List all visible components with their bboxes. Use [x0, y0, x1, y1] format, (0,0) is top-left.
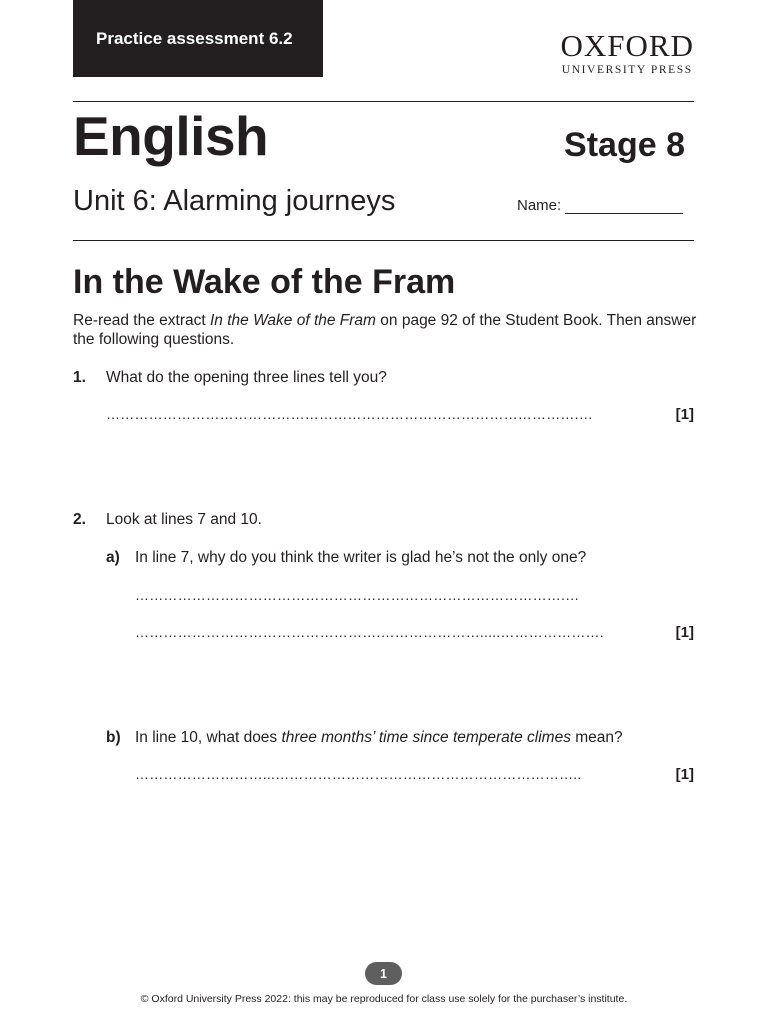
- instructions: [73, 311, 703, 349]
- question-1-mark: [1]: [675, 406, 694, 423]
- subject-title: English: [73, 105, 269, 167]
- question-2a-label: a): [106, 549, 120, 566]
- section-heading: In the Wake of the Fram: [73, 263, 456, 301]
- name-field[interactable]: [517, 197, 683, 214]
- unit-title: Unit 6: Alarming journeys: [73, 185, 396, 217]
- logo-subtitle: UNIVERSITY PRESS: [561, 64, 693, 76]
- question-2b-mark: [1]: [675, 766, 694, 783]
- question-2b-text-start: In line 10, what does: [135, 729, 282, 746]
- question-2b-text: [135, 729, 623, 747]
- question-1-number: 1.: [73, 369, 86, 386]
- question-2-number: 2.: [73, 511, 86, 528]
- assessment-badge-label: Practice assessment 6.2: [96, 29, 293, 48]
- top-divider: [73, 101, 694, 102]
- question-2a-answer-line-1[interactable]: ……………………………………………………………………………….…: [135, 587, 580, 603]
- instructions-text-start: Re-read the extract: [73, 312, 210, 329]
- instructions-text-end: on page 92 of the Student Book. Then answer the following questions.: [73, 312, 697, 348]
- oxford-logo: [561, 30, 694, 76]
- question-2b-text-end: mean?: [570, 729, 623, 746]
- name-blank-line[interactable]: [565, 199, 683, 214]
- copyright-notice: © Oxford University Press 2022: this may be reproduced for class use solely for the purchaser’s institute.: [140, 993, 628, 1005]
- stage-label: Stage 8: [564, 126, 685, 164]
- page-number: 1: [380, 966, 387, 981]
- extract-title: In the Wake of the Fram: [209, 312, 376, 329]
- page-number-badge: [365, 962, 402, 985]
- question-2b-answer-line[interactable]: ………………………...………………………………………………………..: [135, 766, 582, 782]
- question-1-text: What do the opening three lines tell you?: [106, 369, 387, 386]
- question-2a-text: In line 7, why do you think the writer is glad he’s not the only one?: [135, 549, 587, 566]
- question-2-text: Look at lines 7 and 10.: [106, 511, 262, 528]
- name-label: Name:: [517, 197, 562, 214]
- question-2b-quote: three months’ time since temperate climes: [281, 729, 571, 746]
- title-divider: [73, 240, 694, 241]
- question-1-answer-line[interactable]: ……………………………………………………………………………………….…: [106, 406, 593, 422]
- question-2a-answer-line-2[interactable]: …………………………………………….………………….....………………….: [135, 624, 604, 640]
- question-2b-label: b): [106, 729, 121, 746]
- logo-wordmark: OXFORD: [560, 28, 694, 63]
- question-2a-mark: [1]: [675, 624, 694, 641]
- assessment-badge: [73, 0, 323, 77]
